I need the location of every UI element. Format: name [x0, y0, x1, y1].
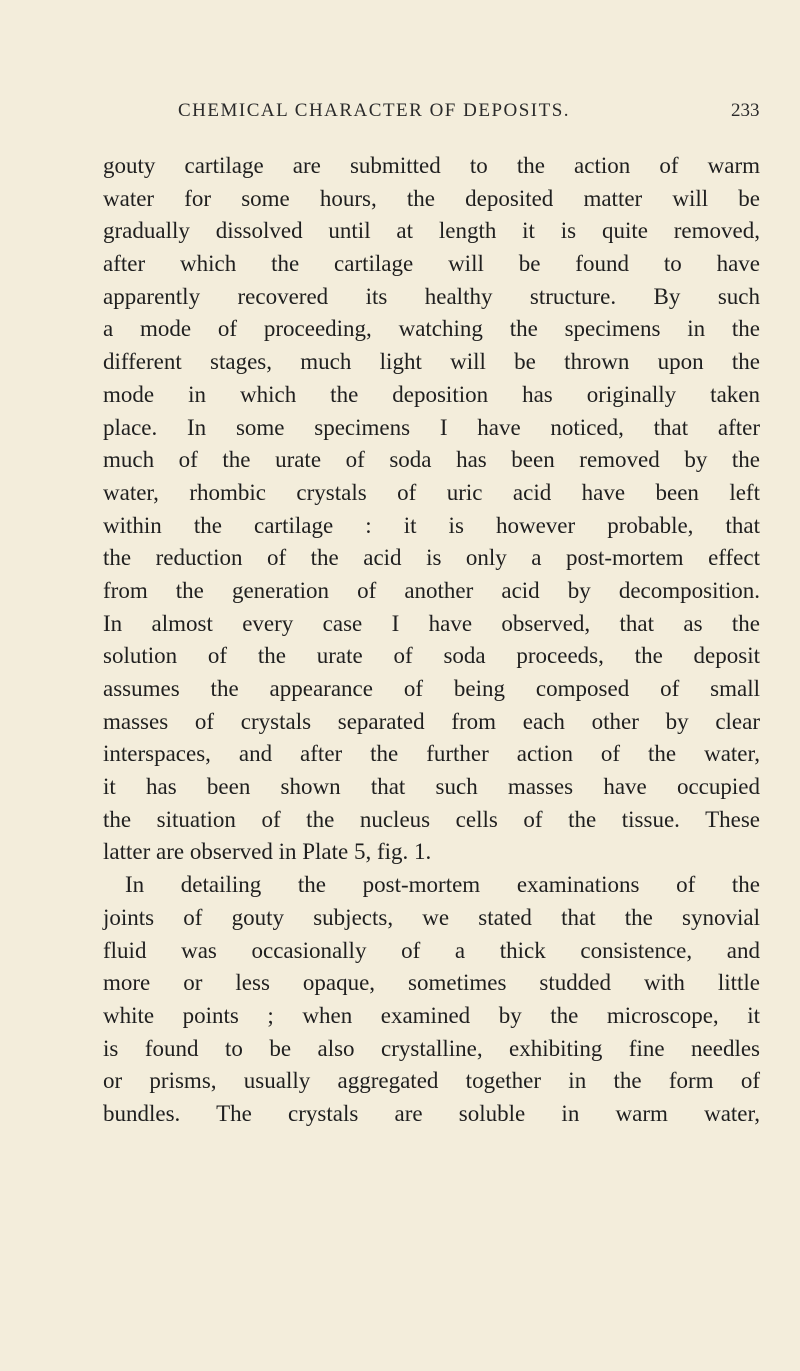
text-line: masses of crystals separated from each other by clear [103, 708, 760, 734]
text-line: from the generation of another acid by decomposition. [103, 577, 760, 603]
text-line: the situation of the nucleus cells of the tissue. These [103, 806, 760, 832]
text-line: mode in which the deposition has originally taken [103, 381, 760, 407]
text-line: place. In some specimens I have noticed, that after [103, 414, 760, 440]
text-line: a mode of proceeding, watching the specimens in the [103, 316, 760, 342]
paragraph-end-line: latter are observed in Plate 5, fig. 1. [103, 839, 432, 865]
text-line: different stages, much light will be thrown upon the [103, 349, 760, 375]
text-line: In almost every case I have observed, that as the [103, 610, 760, 636]
text-line: solution of the urate of soda proceeds, the deposit [103, 643, 760, 669]
text-line: gouty cartilage are submitted to the action of warm [103, 153, 760, 178]
text-line: gradually dissolved until at length it is quite removed, [103, 218, 760, 244]
page-number: 233 [731, 100, 760, 121]
text-line: fluid was occasionally of a thick consistence, and [103, 937, 760, 963]
text-line: white points ; when examined by the microscope, it [103, 1002, 760, 1028]
text-line: the reduction of the acid is only a post-mortem effect [103, 545, 760, 571]
running-head: CHEMICAL CHARACTER OF DEPOSITS. [178, 100, 571, 121]
text-line: bundles. The crystals are soluble in warm water, [103, 1100, 760, 1126]
text-line: is found to be also crystalline, exhibiting fine needles [103, 1035, 760, 1061]
text-line: water, rhombic crystals of uric acid have been left [103, 479, 760, 505]
text-line: apparently recovered its healthy structure. By such [103, 283, 760, 309]
body-text [103, 150, 760, 1131]
text-line: after which the cartilage will be found to have [103, 251, 760, 277]
text-line: much of the urate of soda has been removed by the [103, 447, 760, 473]
text-line: joints of gouty subjects, we stated that the synovial [103, 904, 760, 930]
text-line: it has been shown that such masses have occupied [103, 774, 760, 800]
paragraph-start-line: In detailing the post-mortem examinations of the [125, 872, 760, 898]
text-line: or prisms, usually aggregated together in the form of [103, 1068, 760, 1094]
text-line: within the cartilage : it is however probable, that [103, 512, 760, 538]
text-line: water for some hours, the deposited matter will be [103, 185, 760, 211]
page-header [0, 100, 800, 130]
text-line: interspaces, and after the further action of the water, [103, 741, 760, 767]
text-line: assumes the appearance of being composed of small [103, 676, 760, 701]
text-line: more or less opaque, sometimes studded with little [103, 970, 760, 996]
